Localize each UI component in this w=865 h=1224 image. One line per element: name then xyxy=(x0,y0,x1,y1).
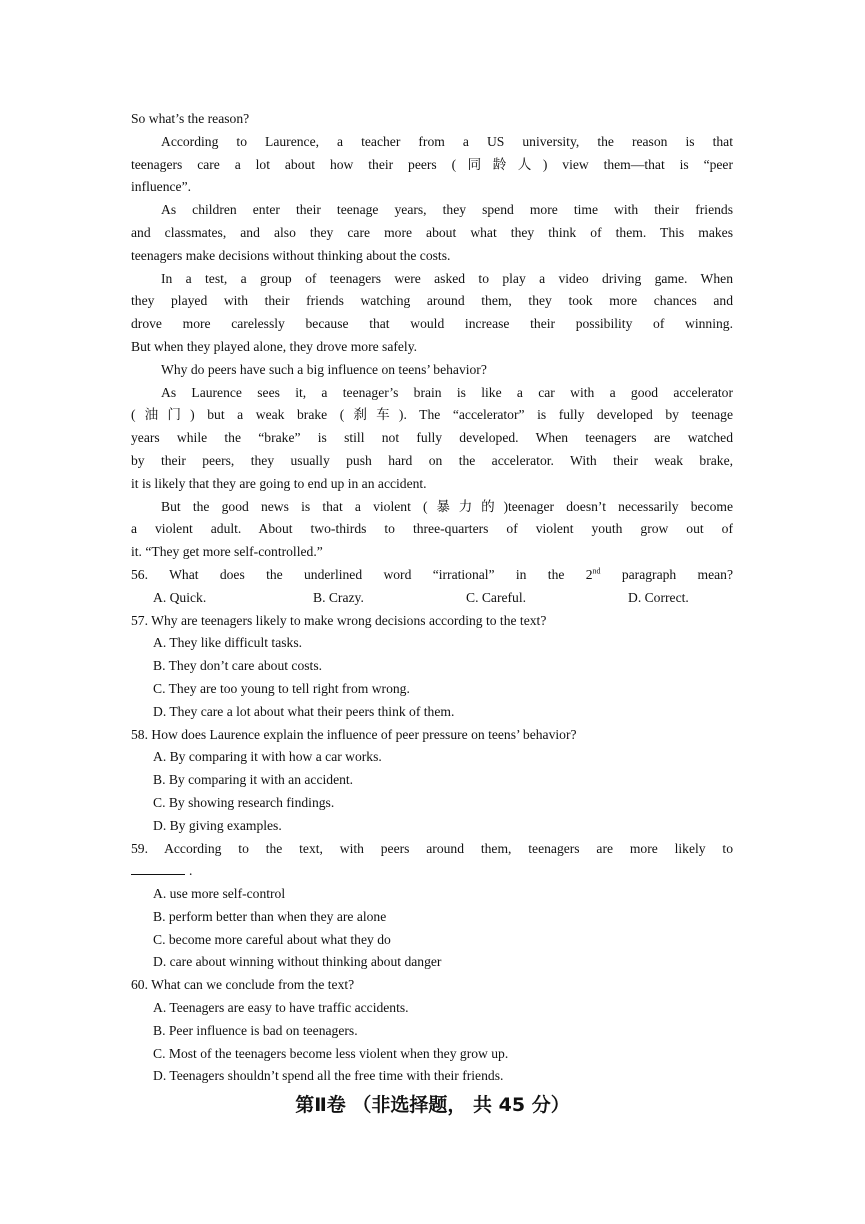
question-59-blank-line: . xyxy=(131,860,733,883)
question-58-stem: 58. How does Laurence explain the influence of peer pressure on teens’ behavior? xyxy=(131,726,577,742)
paragraph-line: by their peers, they usually push hard on the accelerator. With their weak brake, xyxy=(131,452,733,468)
section-title: 第Ⅱ卷 （非选择题， 共 45 分） xyxy=(295,1094,570,1116)
question-56-options xyxy=(131,587,733,610)
paragraph-line: As Laurence sees it, a teenager’s brain is like a car with a good accelerator xyxy=(161,384,733,400)
option-b: B. They don’t care about costs. xyxy=(153,658,323,674)
option-b: B. perform better than when they are alone xyxy=(153,908,387,924)
option-a: A. By comparing it with how a car works. xyxy=(153,749,382,765)
question-57-stem: 57. Why are teenagers likely to make wrong decisions according to the text? xyxy=(131,612,547,628)
paragraph-line: But the good news is that a violent (暴力的)teenager doesn’t necessarily become xyxy=(161,498,733,514)
option-a: A. Quick. xyxy=(153,589,207,605)
option-a: A. Teenagers are easy to have traffic accidents. xyxy=(153,1000,409,1016)
paragraph-line: a violent adult. About two-thirds to three-quarters of violent youth grow out of xyxy=(131,521,733,537)
paragraph-line: As children enter their teenage years, they spend more time with their friends xyxy=(161,202,733,218)
option-d: D. care about winning without thinking about danger xyxy=(153,954,442,970)
answer-blank xyxy=(131,862,185,875)
option-a: A. They like difficult tasks. xyxy=(153,635,303,651)
paragraph-line: years while the “brake” is still not fully developed. When teenagers are watched xyxy=(131,430,733,446)
paragraph-line: teenagers make decisions without thinking about the costs. xyxy=(131,247,451,263)
paragraph-line: In a test, a group of teenagers were asked to play a video driving game. When xyxy=(161,270,733,286)
paragraph-line: (油门) but a weak brake (刹车). The “accelerator” is fully developed by teenage xyxy=(131,407,733,423)
document-page xyxy=(131,108,733,1088)
option-c: C. become more careful about what they do xyxy=(153,931,391,947)
paragraph-line: drove more carelessly because that would increase their possibility of winning. xyxy=(131,316,733,332)
question-56-stem: 56. What does the underlined word “irrational” in the 2nd paragraph mean? xyxy=(131,566,733,582)
option-a: A. use more self-control xyxy=(153,886,286,902)
option-b: B. By comparing it with an accident. xyxy=(153,772,354,788)
option-c: C. Most of the teenagers become less violent when they grow up. xyxy=(153,1045,509,1061)
option-c: C. By showing research findings. xyxy=(153,794,335,810)
reason-question: So what’s the reason? xyxy=(131,111,250,126)
paragraph-line: influence”. xyxy=(131,179,192,195)
option-d: D. They care a lot about what their peers think of them. xyxy=(153,703,455,719)
question-60-stem: 60. What can we conclude from the text? xyxy=(131,977,355,993)
paragraph-line: they played with their friends watching around them, they took more chances and xyxy=(131,293,733,309)
paragraph-line: But when they played alone, they drove more safely. xyxy=(131,338,418,354)
paragraph-line: Why do peers have such a big influence on teens’ behavior? xyxy=(161,361,487,377)
superscript: nd xyxy=(592,566,601,576)
paragraph-line: and classmates, and also they care more about what they think of them. This makes xyxy=(131,224,733,240)
option-d: D. Teenagers shouldn’t spend all the free time with their friends. xyxy=(153,1068,504,1084)
option-d: D. By giving examples. xyxy=(153,817,282,833)
option-b: B. Crazy. xyxy=(313,589,364,605)
option-b: B. Peer influence is bad on teenagers. xyxy=(153,1022,358,1038)
option-d: D. Correct. xyxy=(628,589,689,605)
question-59-stem: 59. According to the text, with peers around them, teenagers are more likely to xyxy=(131,840,733,856)
option-c: C. Careful. xyxy=(466,589,527,605)
option-c: C. They are too young to tell right from wrong. xyxy=(153,680,410,696)
paragraph-line: According to Laurence, a teacher from a US university, the reason is that xyxy=(161,133,733,149)
paragraph-line: it is likely that they are going to end up in an accident. xyxy=(131,475,427,491)
paragraph-line: teenagers care a lot about how their peers (同龄人) view them—that is “peer xyxy=(131,156,733,172)
paragraph-line: it. “They get more self-controlled.” xyxy=(131,544,323,560)
